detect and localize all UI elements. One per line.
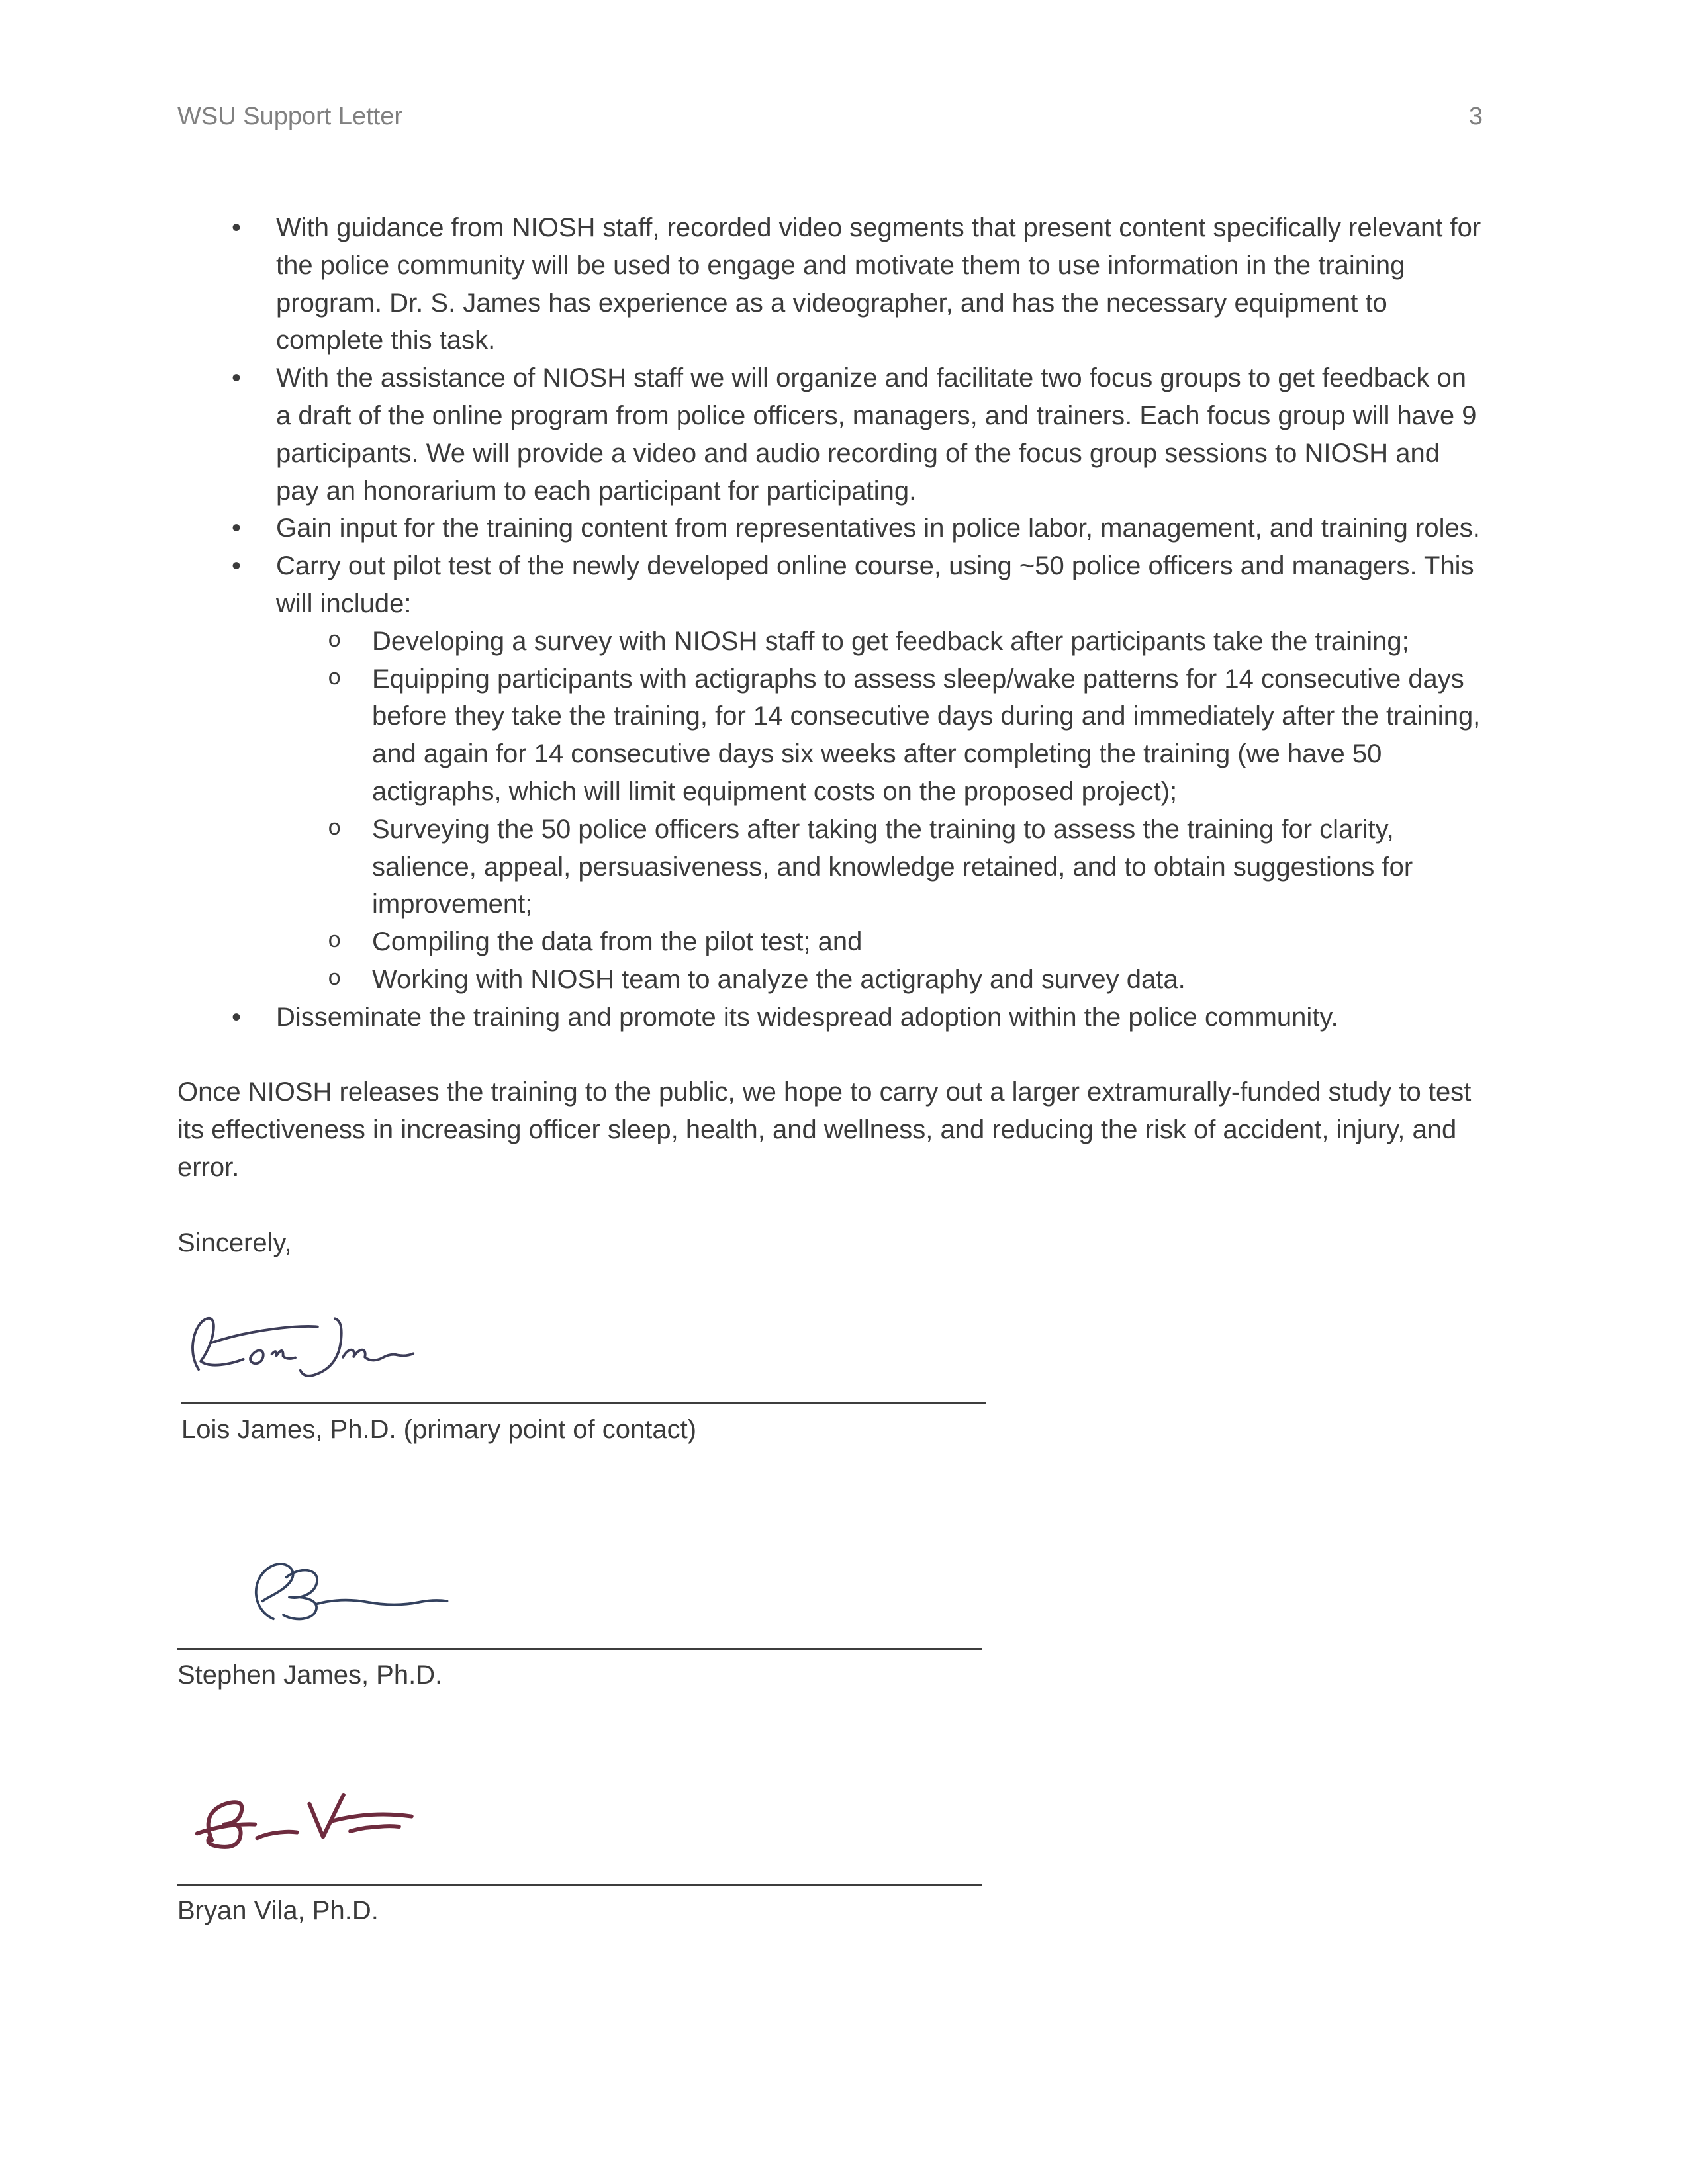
bullet-text: With guidance from NIOSH staff, recorded video segments that present content specifically relevant for the police community will be used to engage and motivate them to use information in the training program. Dr. S. James has experience as a videographer, and has the necessary equipment to complete this task.: [276, 212, 1481, 355]
bullet-text: With the assistance of NIOSH staff we will organize and facilitate two focus groups to get feedback on a draft of the online program from police officers, managers, and trainers. Each focus group will have 9 participants. We will provide a video and audio recording of the focus group sessions to NIOSH and pay an honorarium to each participant for participating.: [276, 363, 1477, 506]
sub-bullet-text: Compiling the data from the pilot test; and: [372, 927, 863, 957]
sub-bullet-marker: o: [328, 966, 342, 992]
signature-block-stephen-james: [177, 1542, 1483, 1694]
bullet-body: [276, 547, 1483, 999]
sub-bullet-item: [276, 811, 1483, 923]
bullet-list: [177, 209, 1483, 1036]
signature-block-lois-james: [181, 1294, 1483, 1449]
signature-block-bryan-vila: [177, 1779, 1483, 1930]
sub-bullet-item: [276, 961, 1483, 999]
bullet-text: Disseminate the training and promote its widespread adoption within the police community.: [276, 1002, 1338, 1032]
sub-bullet-text: Developing a survey with NIOSH staff to get feedback after participants take the training;: [372, 626, 1409, 656]
bullet-marker: •: [232, 514, 242, 543]
bullet-marker: •: [232, 212, 242, 242]
sub-bullet-marker: o: [328, 666, 342, 692]
sub-bullet-list: [276, 623, 1483, 999]
bullet-item: [177, 999, 1483, 1036]
sub-bullet-text: Working with NIOSH team to analyze the actigraphy and survey data.: [372, 964, 1186, 994]
signature-line: [181, 1402, 986, 1404]
bullet-text: Carry out pilot test of the newly developed online course, using ~50 police officers and managers. This will include:: [276, 551, 1474, 618]
bullet-item: [177, 547, 1483, 999]
bullet-text: Gain input for the training content from representatives in police labor, management, and training roles.: [276, 514, 1480, 543]
page-header-title: WSU Support Letter: [177, 103, 403, 130]
sub-bullet-text: Equipping participants with actigraphs to assess sleep/wake patterns for 14 consecutive days before they take the training, for 14 consecutive days during and immediately after the training, and again for 14 consecutive days six weeks after completing the training (we have 50 actigraphs, which will limit equipment costs on the proposed project);: [372, 664, 1481, 806]
sub-bullet-marker: o: [328, 929, 342, 955]
signature-name: Stephen James, Ph.D.: [177, 1661, 443, 1690]
signature-name: Bryan Vila, Ph.D.: [177, 1896, 379, 1926]
bullet-item: [177, 209, 1483, 359]
sub-bullet-item: [276, 623, 1483, 660]
signature-line: [177, 1648, 982, 1650]
bullet-marker: •: [232, 551, 242, 581]
bullet-item: [177, 359, 1483, 510]
sub-bullet-marker: o: [328, 628, 342, 654]
lois-james-signature: [181, 1294, 466, 1393]
signature-name: Lois James, Ph.D. (primary point of contact): [181, 1414, 697, 1444]
bryan-vila-signature: [185, 1779, 477, 1858]
bullet-item: [177, 510, 1483, 547]
sub-bullet-item: [276, 660, 1483, 811]
bullet-marker: •: [232, 363, 242, 393]
page-header: [177, 99, 1483, 135]
stephen-james-signature: [228, 1542, 506, 1641]
sub-bullet-marker: o: [328, 816, 342, 842]
bullet-marker: •: [232, 1002, 242, 1032]
sub-bullet-item: [276, 923, 1483, 961]
signature-line: [177, 1884, 982, 1886]
closing-paragraph: Once NIOSH releases the training to the public, we hope to carry out a larger extramurally-funded study to test its effectiveness in increasing officer sleep, health, and wellness, and reducing the risk of accident, injury, and error.: [177, 1077, 1472, 1183]
sub-bullet-text: Surveying the 50 police officers after taking the training to assess the training for clarity, salience, appeal, persuasiveness, and knowledge retained, and to obtain suggestions for improvement;: [372, 814, 1413, 919]
page-number: 3: [1468, 103, 1483, 130]
salutation: Sincerely,: [177, 1228, 292, 1257]
